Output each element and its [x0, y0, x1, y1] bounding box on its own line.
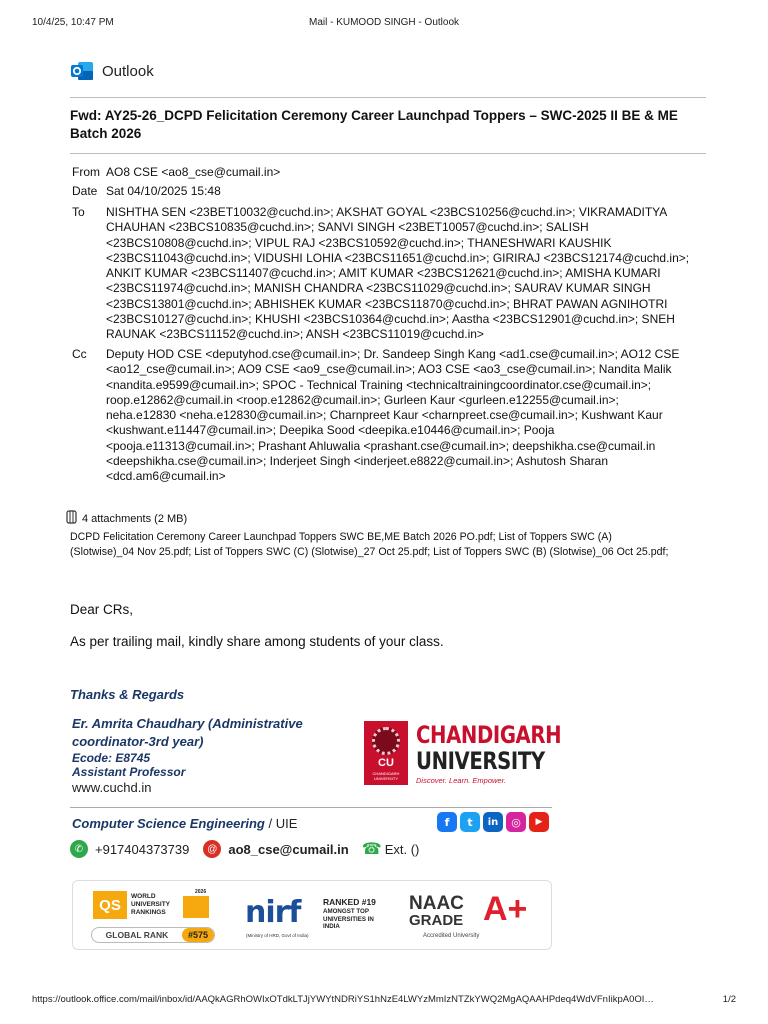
youtube-icon[interactable]: ▶	[529, 812, 549, 832]
extension-icon: ☎	[361, 841, 382, 858]
recipient-line: <23BCS10127@cuchd.in>; KHUSHI <23BCS10364@cuchd.in>; Aastha <23BCS12901@cuchd.in>; SNEH	[106, 312, 675, 327]
recipient-line: Deputy HOD CSE <deputyhod.cse@cumail.in>; Dr. Sandeep Singh Kang <ad1.cse@cumail.in>; AO12 CSE	[106, 347, 680, 361]
cu-badge-subtext: CHANDIGARH UNIVERSITY	[372, 771, 400, 781]
qs-title: WORLD UNIVERSITY RANKINGS	[131, 893, 170, 916]
attachments-count: 4 attachments (2 MB)	[82, 512, 188, 525]
date-value: Sat 04/10/2025 15:48	[106, 184, 221, 198]
print-url: https://outlook.office.com/mail/inbox/id/AAQkAGRhOWIxOTdkLTJjYWYtNDRiYS1hNzE4LWYzMmIzNTZkYWQ2MgAQAAHPdeq4WdVFnIikpA0OI…	[32, 994, 654, 1005]
chandigarh-university-logo	[364, 721, 562, 787]
nirf-logo: nirf	[245, 895, 301, 930]
linkedin-icon[interactable]: in	[483, 812, 503, 832]
cu-badge-text: CU	[378, 757, 394, 769]
recipient-line: <ao12_cse@cumail.in>; AO9 CSE <ao9_cse@cumail.in>; AO3 CSE <ao3_cse@cumail.in>; Nandita Malik	[106, 362, 672, 377]
date-row	[72, 184, 702, 199]
nirf-ministry: (Ministry of HRD, Govt of India)	[246, 933, 309, 938]
qs-bar	[183, 896, 209, 918]
cc-recipients[interactable]	[106, 347, 702, 485]
recipient-line: neha.e12830 <neha.e12830@cumail.in>; Charnpreet Kaur <charnpreet.cse@cumail.in>; Kushwant Kaur	[106, 408, 663, 423]
recipient-line: CHAUHAN <23BCS10835@cuchd.in>; SANVI SINGH <23BET10057@cuchd.in>; SALISH	[106, 220, 589, 235]
signature-phone[interactable]: +917404373739	[95, 841, 190, 857]
signature-name-line: coordinator-3rd year)	[72, 734, 204, 749]
to-label: To	[72, 205, 85, 219]
signature-extension: Ext. ()	[384, 841, 420, 857]
facebook-icon[interactable]: f	[437, 812, 457, 832]
attachments-summary[interactable]	[66, 510, 187, 527]
attachments-list[interactable]	[70, 530, 720, 560]
recipient-line: ANKIT KUMAR <23BCS11407@cuchd.in>; AMIT KUMAR <23BCS12621@cuchd.in>; AMISHA KUMARI	[106, 266, 661, 281]
accreditation-badges	[72, 880, 552, 950]
recipient-line: <dcd.am6@cumail.in>	[106, 469, 226, 484]
phone-icon: ✆	[70, 840, 88, 858]
recipient-line: <pooja.e11313@cumail.in>; Prashant Ahluwalia <prashant.cse@cumail.in>; deepshikha.cse@cumail.in	[106, 438, 656, 453]
qs-year: 2026	[195, 889, 207, 895]
email-subject: Fwd: AY25-26_DCPD Felicitation Ceremony Career Launchpad Toppers – SWC-2025 II BE & ME Batch 2026	[70, 108, 678, 141]
recipient-line: RAUNAK <23BCS11152@cuchd.in>; ANSH <23BCS11019@cuchd.in>	[106, 327, 484, 342]
naac-grade: A+	[483, 890, 528, 928]
paperclip-icon	[66, 510, 77, 527]
instagram-icon[interactable]: ◎	[506, 812, 526, 832]
divider	[70, 97, 706, 98]
date-label: Date	[72, 184, 98, 198]
recipient-line: NISHTHA SEN <23BET10032@cuchd.in>; AKSHAT GOYAL <23BCS10256@cuchd.in>; VIKRAMADITYA	[106, 205, 668, 219]
cu-logo-tagline: Discover. Learn. Empower.	[416, 776, 506, 785]
cc-row	[72, 347, 702, 485]
cu-logo-line1: CHANDIGARH	[416, 721, 562, 749]
cu-logo-line2: UNIVERSITY	[416, 747, 545, 775]
print-header	[32, 17, 736, 31]
naac-grade-badge	[409, 889, 541, 945]
department-suffix: / UIE	[264, 816, 298, 831]
signature-email[interactable]: ao8_cse@cumail.in	[228, 841, 349, 857]
recipient-line: <kushwant.e11447@cumail.in>; Deepika Sood <deepika.e10446@cumail.in>; Pooja	[106, 423, 555, 438]
print-page-title: Mail - KUMOOD SINGH - Outlook	[308, 17, 460, 28]
cc-label: Cc	[72, 347, 87, 361]
twitter-icon[interactable]: t	[460, 812, 480, 832]
email-icon: @	[203, 840, 221, 858]
attachments-line: DCPD Felicitation Ceremony Career Launchpad Toppers SWC BE,ME Batch 2026 PO.pdf; List of Toppers SWC (A)	[70, 531, 612, 543]
qs-global-label: GLOBAL RANK	[105, 930, 169, 940]
signature-ecode: Ecode: E8745	[72, 751, 151, 765]
nirf-ranking-badge	[243, 885, 383, 945]
email-body: As per trailing mail, kindly share among students of your class.	[70, 634, 444, 649]
outlook-label: Outlook	[102, 62, 154, 80]
outlook-icon	[70, 59, 94, 83]
recipient-line: <23BCS11043@cuchd.in>; VIDUSHI LOHIA <23BCS11651@cuchd.in>; GIRIRAJ <23BCS12174@cuchd.in>;	[106, 250, 690, 265]
print-page-number: 1/2	[722, 994, 736, 1005]
divider	[70, 153, 706, 154]
nirf-description: AMONGST TOP UNIVERSITIES IN INDIA	[323, 908, 374, 930]
from-value[interactable]: AO8 CSE <ao8_cse@cumail.in>	[106, 165, 281, 179]
to-row	[72, 205, 702, 343]
signature-thanks: Thanks & Regards	[70, 687, 185, 702]
department-name: Computer Science Engineering	[72, 816, 265, 831]
recipient-line: <nandita.e9599@cumail.in>; SPOC - Technical Training <technicaltrainingcoordinator.cse@cumail.in>;	[106, 377, 652, 392]
from-label: From	[72, 165, 100, 179]
email-greeting: Dear CRs,	[70, 602, 134, 617]
cu-badge-icon	[364, 721, 408, 785]
from-row	[72, 165, 702, 180]
recipient-line: <23BCS11974@cuchd.in>; MANISH CHANDRA <23BCS11029@cuchd.in>; SAURAV KUMAR SINGH	[106, 281, 651, 296]
qs-global-rank-value: #575	[182, 928, 214, 942]
outlook-brand	[70, 59, 154, 83]
recipient-line: <deepshikha.cse@cumail.in>; Inderjeet Singh <inderjeet.e8822@cumail.in>; Ashutosh Sharan	[106, 454, 609, 469]
signature-name-line: Er. Amrita Chaudhary (Administrative	[72, 716, 303, 731]
wheel-icon	[372, 727, 400, 755]
signature-website-link[interactable]: www.cuchd.in	[72, 780, 152, 795]
recipient-line: roop.e12862@cumail.in <roop.e12862@cumail.in>; Gurleen Kaur <gurleen.e12255@cumail.in>;	[106, 392, 619, 407]
naac-line2: GRADE	[409, 912, 464, 929]
signature-title: Assistant Professor	[72, 765, 186, 779]
recipient-line: <23BCS13801@cuchd.in>; ABHISHEK KUMAR <23BCS11870@cuchd.in>; BHRAT PAWAN AGNIHOTRI	[106, 296, 668, 311]
print-datetime: 10/4/25, 10:47 PM	[32, 17, 114, 28]
to-recipients[interactable]	[106, 205, 702, 343]
recipient-line: <23BCS10808@cuchd.in>; VIPUL RAJ <23BCS10592@cuchd.in>; THANESHWARI KAUSHIK	[106, 235, 612, 250]
signature-name	[72, 715, 352, 751]
signature-divider	[70, 807, 552, 808]
contact-line	[70, 840, 419, 858]
department-line	[72, 816, 297, 831]
naac-subtitle: Accredited University	[423, 933, 480, 939]
qs-global-rank	[91, 927, 215, 943]
nirf-ranked: RANKED #19	[323, 897, 376, 907]
attachments-line: (Slotwise)_04 Nov 25.pdf; List of Toppers SWC (C) (Slotwise)_27 Oct 25.pdf; List of Toppers SWC (B) (Slotwise)_06 Oct 25.pdf;	[70, 546, 669, 558]
naac-line1: NAAC	[409, 893, 464, 914]
print-footer	[32, 994, 736, 1008]
qs-ranking-badge	[87, 889, 217, 945]
qs-logo: QS	[93, 891, 127, 919]
social-links	[437, 812, 549, 832]
